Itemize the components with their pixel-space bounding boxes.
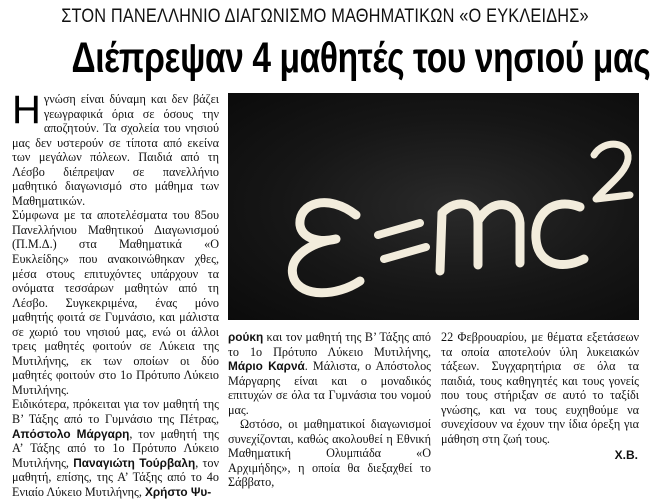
- paragraph-intro: [12, 88, 219, 208]
- student-name-3-part-b: ρούκη: [228, 330, 264, 344]
- continued-text-b: . Μάλιστα, ο Απόστολος Μάργαρης είναι και ο μοναδικός επιτυχών σε όλα τα Γυμνάσια του νομού μας.: [228, 359, 431, 417]
- article-column-2: [228, 330, 431, 490]
- author-signature: Χ.Β.: [614, 448, 638, 462]
- students-text-c: , τον μαθητή, επίσης, της Α’ Τάξης από το 4ο Ενιαίο Λύκειο Μυτιλήνης,: [12, 455, 219, 499]
- students-text-b: , τον μαθητή της Α’ Τάξης από το 1ο Πρότυπο Λύκειο Μυτιλήνης,: [12, 426, 219, 470]
- paragraph-olympiad: Ωστόσο, οι μαθηματικοί διαγωνισμοί συνεχίζονται, καθώς ακολουθεί η Εθνική Μαθηματική Ολυμπιάδα «Ο Αρχιμήδης», η οποία θα διεξαχθεί το Σάββατο,: [228, 417, 431, 490]
- paragraph-results: Σύμφωνα με τα αποτελέσματα του 85ου Πανελλήνιου Μαθητικού Διαγωνισμού (Π.Μ.Δ.) στα Μαθηματικά «Ο Ευκλείδης» που ανακοινώθηκαν χθες, μέσα στους επιτυχόντες υπάρχουν τα ονόματα τεσσάρων μαθητών από τη Λέσβο. Συγκεκριμένα, ένας μόνο μαθητής φοιτά σε Γυμνάσιο, και μάλιστα σε χωριό του νησιού μας, ενώ οι άλλοι τρεις μαθητές φοιτούν σε Λύκεια της Μυτιλήνης, εκ των οποίων οι δύο μαθητές φοιτούν στο 1ο Πρότυπο Λύκειο Μυτιλήνης.: [12, 208, 219, 397]
- paragraph-congrats: 22 Φεβρουαρίου, με θέματα εξετάσεων τα οποία αποτελούν ύλη λυκειακών τάξεων. Συγχαρητήρια σε όλα τα παιδιά, τους καθηγητές και τους γονείς που τους στήριξαν σε αυτό το ταξίδι γνώσης, και να τους ευχηθούμε να συνεχίσουν να έχουν την ίδια όρεξη για μάθηση στη ζωή τους.: [441, 330, 639, 446]
- student-name-2: Παναγιώτη Τούρβαλη: [73, 455, 196, 470]
- article-column-3: [441, 330, 639, 446]
- chalkboard-formula-image: [228, 93, 639, 320]
- article-headline: Διέπρεψαν 4 μαθητές του νησιού μας: [71, 34, 650, 82]
- intro-text: γνώση είναι δύναμη και δεν βάζει γεωγραφικά όρια σε όσους την αποζητούν. Τα σχολεία του νησιού μας δεν υστερούν σε τίποτα από εκείνα των μεγάλων πόλεων. Παιδιά από τη Λέσβο διέπρεψαν σε πανελλήνιο μαθητικό διαγωνισμό στο μάθημα των Μαθηματικών.: [12, 92, 219, 208]
- article-column-1: [12, 88, 219, 499]
- continued-text-a: και τον μαθητή της Β’ Τάξης από το 1ο Πρότυπο Λύκειο Μυτιλήνης,: [228, 330, 431, 359]
- article-kicker: ΣΤΟΝ ΠΑΝΕΛΛΗΝΙΟ ΔΙΑΓΩΝΙΣΜΟ ΜΑΘΗΜΑΤΙΚΩΝ «Ο ΕΥΚΛΕΙΔΗΣ»: [61, 6, 589, 27]
- paragraph-continued: [228, 330, 431, 417]
- drop-cap: Η: [12, 88, 41, 132]
- student-name-3-part-a: Χρήστο Ψυ-: [144, 484, 212, 499]
- student-name-1: Απόστολο Μάργαρη: [12, 426, 130, 441]
- students-text-a: Ειδικότερα, πρόκειται για τον μαθητή της Β’ Τάξης από το Γυμνάσιο της Πέτρας,: [12, 397, 219, 427]
- paragraph-students: [12, 397, 219, 499]
- formula-chalk-drawing: [228, 93, 639, 320]
- student-name-4: Μάριο Καρνά: [228, 359, 305, 374]
